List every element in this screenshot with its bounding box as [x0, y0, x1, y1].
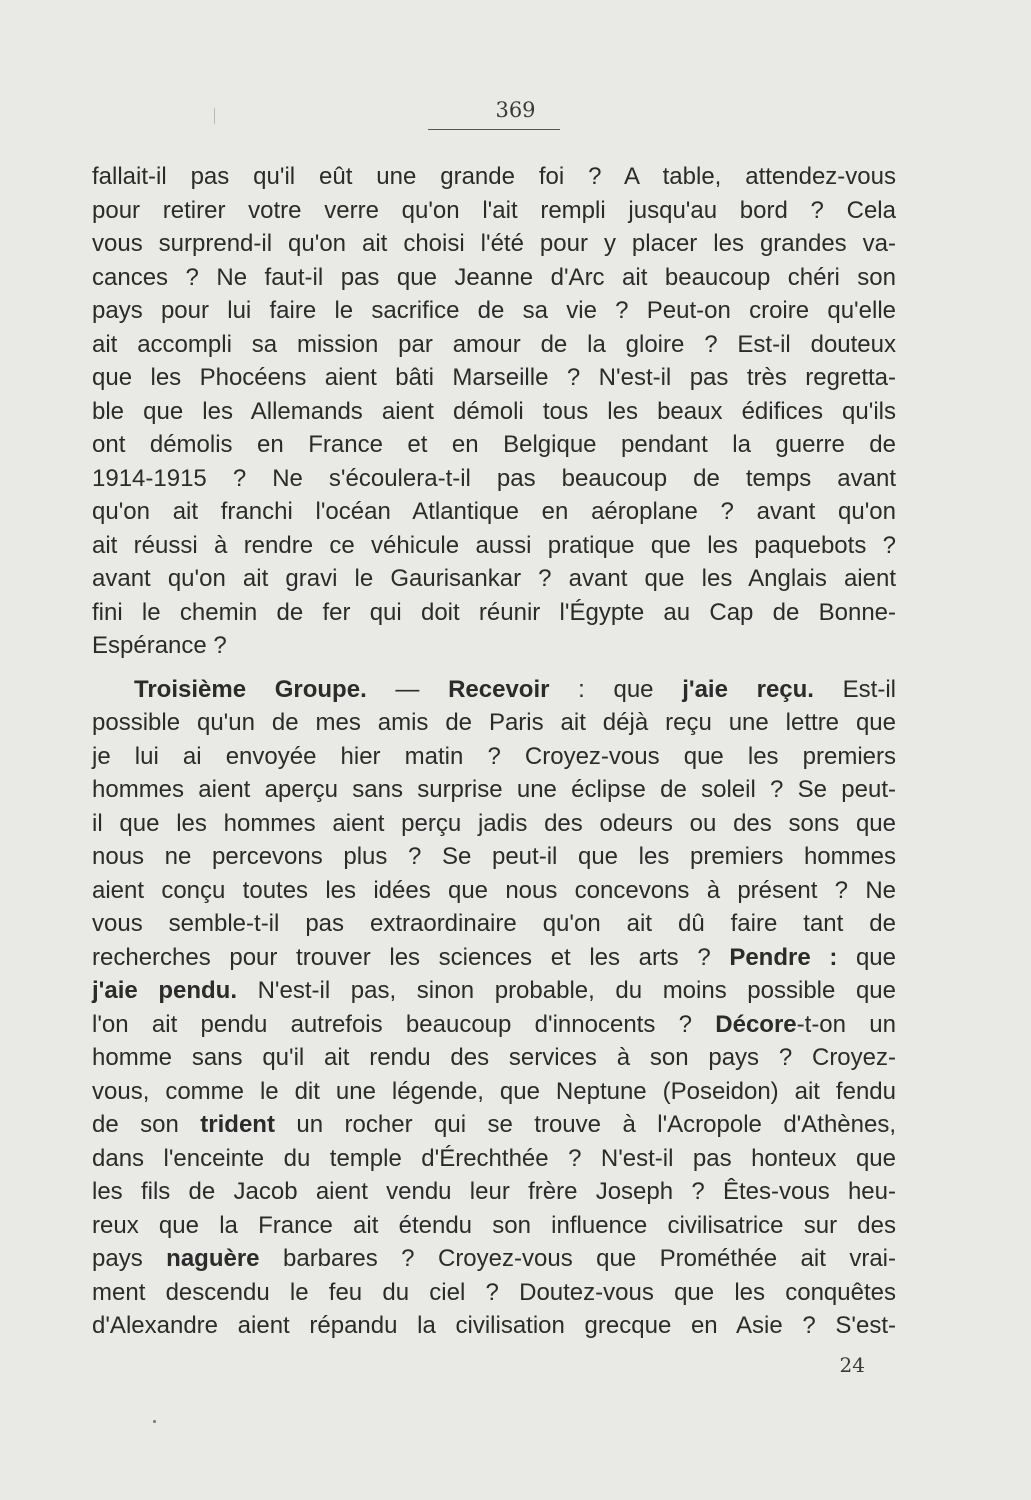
verb-heading: Pendre : — [729, 943, 838, 971]
text-run: pays — [92, 1245, 167, 1272]
text-line: que les Phocéens aient bâti Marseille ? N'est-il pas très regretta- — [92, 364, 896, 391]
verb-heading: Décore — [715, 1010, 797, 1038]
text-line: ait réussi à rendre ce véhicule aussi pratique que les paquebots ? — [92, 531, 896, 559]
text-run: -t-on un — [796, 1010, 896, 1038]
text-line: dans l'enceinte du temple d'Érechthée ? N'est-il pas honteux que — [92, 1144, 896, 1172]
page-speck — [153, 1420, 156, 1423]
text-run: de son — [92, 1111, 201, 1138]
text-line: avant qu'on ait gravi le Gaurisankar ? avant que les Anglais aient — [92, 565, 896, 592]
text-run: Est-il — [813, 675, 896, 703]
verb-form: j'aie pendu. — [92, 977, 237, 1004]
text-run: un rocher qui se trouve à l'Acropole d'Athènes, — [274, 1111, 896, 1138]
text-line: hommes aient aperçu sans surprise une éclipse de soleil ? Se peut- — [92, 776, 896, 803]
paragraph-1 — [92, 160, 896, 663]
text-line: nous ne percevons plus ? Se peut-il que les premiers hommes — [92, 843, 896, 870]
verb-form: j'aie reçu. — [682, 675, 814, 703]
paragraph-2 — [92, 673, 896, 1343]
paragraph-gap — [92, 663, 896, 673]
text-line: les fils de Jacob aient vendu leur frère Joseph ? Êtes-vous heu- — [92, 1178, 896, 1205]
text-line: il que les hommes aient perçu jadis des odeurs ou des sons que — [92, 809, 896, 837]
text-line: homme sans qu'il ait rendu des services à son pays ? Croyez- — [92, 1044, 896, 1071]
text-line — [92, 1108, 896, 1142]
vocabulary-word: trident — [200, 1111, 275, 1138]
text-line: 1914-1915 ? Ne s'écoulera-t-il pas beaucoup de temps avant — [92, 464, 896, 492]
text-line: aient conçu toutes les idées que nous concevons à présent ? Ne — [92, 876, 896, 904]
body-text — [92, 160, 896, 1343]
header-rule — [428, 129, 560, 130]
text-line: fallait-il pas qu'il eût une grande foi ? A table, attendez-vous — [92, 163, 896, 190]
text-line: ble que les Allemands aient démoli tous les beaux édifices qu'ils — [92, 397, 896, 425]
signature-mark: 24 — [839, 1353, 865, 1377]
text-line: Espérance ? — [92, 632, 227, 659]
text-run: que — [837, 943, 896, 971]
text-line: je lui ai envoyée hier matin ? Croyez-vous que les premiers — [92, 742, 896, 770]
text-line: pays pour lui faire le sacrifice de sa vie ? Peut-on croire qu'elle — [92, 297, 896, 324]
text-line — [92, 974, 896, 1008]
text-line: reux que la France ait étendu son influence civilisatrice sur des — [92, 1211, 896, 1239]
text-run: N'est-il pas, sinon probable, du moins possible que — [237, 977, 897, 1004]
vocabulary-word: naguère — [166, 1245, 260, 1272]
text-line: ont démolis en France et en Belgique pendant la guerre de — [92, 431, 896, 458]
text-run: : que — [549, 675, 683, 703]
page-number: 369 — [495, 98, 536, 122]
text-line: fini le chemin de fer qui doit réunir l'Égypte au Cap de Bonne- — [92, 598, 896, 626]
text-run: l'on ait pendu autrefois beaucoup d'innocents ? — [92, 1010, 716, 1038]
section-heading: Troisième Groupe. — [134, 675, 367, 703]
text-line: ment descendu le feu du ciel ? Doutez-vous que les conquêtes — [92, 1278, 896, 1306]
text-run: recherches pour trouver les sciences et les arts ? — [92, 943, 730, 971]
text-line: possible qu'un de mes amis de Paris ait déjà reçu une lettre que — [92, 709, 896, 736]
text-line: ait accompli sa mission par amour de la gloire ? Est-il douteux — [92, 330, 896, 358]
text-run: barbares ? Croyez-vous que Prométhée ait vrai- — [259, 1245, 896, 1272]
text-line: qu'on ait franchi l'océan Atlantique en aéroplane ? avant qu'on — [92, 498, 896, 525]
text-line: vous, comme le dit une légende, que Neptune (Poseidon) ait fendu — [92, 1077, 896, 1105]
text-line: vous semble-t-il pas extraordinaire qu'on ait dû faire tant de — [92, 910, 896, 937]
text-line: pour retirer votre verre qu'on l'ait rempli jusqu'au bord ? Cela — [92, 196, 896, 224]
text-line — [92, 1242, 896, 1276]
text-line — [92, 941, 896, 975]
text-run: — — [366, 675, 449, 703]
text-line: vous surprend-il qu'on ait choisi l'été pour y placer les grandes va- — [92, 230, 896, 257]
text-line: d'Alexandre aient répandu la civilisation grecque en Asie ? S'est- — [92, 1312, 896, 1339]
text-line: cances ? Ne faut-il pas que Jeanne d'Arc ait beaucoup chéri son — [92, 263, 896, 291]
text-line — [92, 1008, 896, 1042]
verb-heading: Recevoir — [448, 675, 550, 703]
text-line — [92, 673, 896, 707]
